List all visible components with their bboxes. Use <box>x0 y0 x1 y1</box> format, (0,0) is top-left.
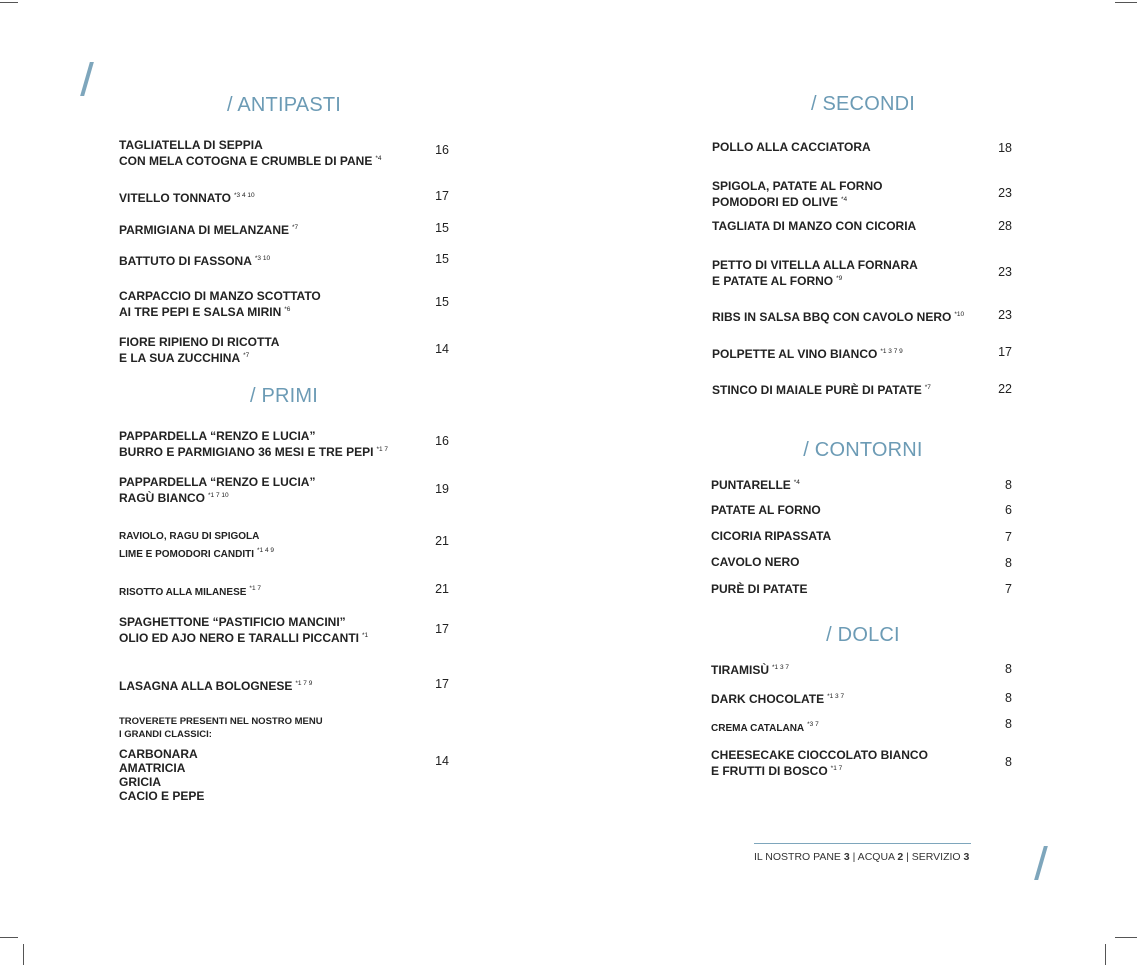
secondi-title: / SECONDI <box>810 93 916 115</box>
contorni-title: / CONTORNI <box>803 439 923 461</box>
item-price: 16 <box>435 143 449 157</box>
item-price: 17 <box>435 189 449 203</box>
crop-mark <box>1115 937 1137 938</box>
item-price: 22 <box>998 382 1012 396</box>
crop-mark <box>0 2 18 3</box>
item-price: 6 <box>1005 503 1012 517</box>
item-price: 8 <box>1005 717 1012 731</box>
item-price: 18 <box>998 141 1012 155</box>
item-price: 8 <box>1005 478 1012 492</box>
classici-list <box>119 747 204 803</box>
item-price: 8 <box>1005 755 1012 769</box>
item-price: 17 <box>998 345 1012 359</box>
primi-title: / PRIMI <box>249 385 319 407</box>
menu-item: PETTO DI VITELLA ALLA FORNARA E PATATE AL FORNO $^{*9}$ <box>712 258 918 288</box>
decorative-slash <box>1034 846 1048 880</box>
item-price: 23 <box>998 308 1012 322</box>
item-price: 8 <box>1005 556 1012 570</box>
menu-item: CHEESECAKE CIOCCOLATO BIANCO E FRUTTI DI BOSCO $^{*1 7}$ <box>711 748 928 778</box>
crop-mark <box>23 944 24 965</box>
item-price: 17 <box>435 677 449 691</box>
antipasti-title: / ANTIPASTI <box>226 94 342 116</box>
menu-item: PAPPARDELLA “RENZO E LUCIA” RAGÙ BIANCO $^{*1 7 10}$ <box>119 475 316 505</box>
menu-item: PAPPARDELLA “RENZO E LUCIA” BURRO E PARMIGIANO 36 MESI E TRE PEPI $^{*1 7}$ <box>119 429 389 459</box>
item-price: 15 <box>435 252 449 266</box>
item-price: 21 <box>435 582 449 596</box>
menu-item: CAVOLO NERO <box>711 555 800 569</box>
item-price: 8 <box>1005 662 1012 676</box>
item-price: 7 <box>1005 582 1012 596</box>
list-item: GRICIA <box>119 775 161 789</box>
crop-mark <box>1115 2 1137 3</box>
menu-item: DARK CHOCOLATE $^{*1 3 7}$ <box>711 692 845 706</box>
dolci-title: / DOLCI <box>826 624 900 646</box>
footer-divider <box>754 843 971 844</box>
decorative-slash <box>80 62 94 96</box>
item-price: 14 <box>435 754 449 768</box>
menu-item: CARPACCIO DI MANZO SCOTTATO AI TRE PEPI E SALSA MIRIN $^{*6}$ <box>119 289 321 319</box>
menu-item: RISOTTO ALLA MILANESE $^{*1 7}$ <box>119 585 261 598</box>
menu-item: CICORIA RIPASSATA <box>711 529 832 543</box>
item-price: 8 <box>1005 691 1012 705</box>
menu-item: POLLO ALLA CACCIATORA <box>712 140 871 154</box>
menu-item: PATATE AL FORNO <box>711 503 821 517</box>
item-price: 16 <box>435 434 449 448</box>
menu-item: PURÈ DI PATATE <box>711 582 808 596</box>
menu-item: SPIGOLA, PATATE AL FORNO POMODORI ED OLIVE $^{*4}$ <box>712 179 883 209</box>
menu-item: POLPETTE AL VINO BIANCO $^{*1 3 7 9}$ <box>712 347 903 361</box>
item-price: 19 <box>435 482 449 496</box>
item-price: 28 <box>998 219 1012 233</box>
item-price: 21 <box>435 534 449 548</box>
classici-intro: TROVERETE PRESENTI NEL NOSTRO MENU I GRANDI CLASSICI: <box>119 716 323 740</box>
item-price: 23 <box>998 265 1012 279</box>
list-item: CARBONARA <box>119 747 198 761</box>
menu-item: PUNTARELLE $^{*4}$ <box>711 478 800 492</box>
menu-item: VITELLO TONNATO $^{*3 4 10}$ <box>119 191 255 205</box>
menu-item: RAVIOLO, RAGU DI SPIGOLA LIME E POMODORI CANDITI $^{*1 4 9}$ <box>119 531 274 560</box>
menu-item: STINCO DI MAIALE PURÈ DI PATATE $^{*7}$ <box>712 383 931 397</box>
crop-mark <box>1105 944 1106 965</box>
menu-item: TAGLIATA DI MANZO CON CICORIA <box>712 219 917 233</box>
footer-info: IL NOSTRO PANE 3 | ACQUA 2 | SERVIZIO 3 <box>754 851 970 863</box>
menu-item: FIORE RIPIENO DI RICOTTA E LA SUA ZUCCHINA $^{*7}$ <box>119 335 280 365</box>
menu-item: RIBS IN SALSA BBQ CON CAVOLO NERO $^{*10}$ <box>712 310 965 324</box>
item-price: 14 <box>435 342 449 356</box>
menu-item: BATTUTO DI FASSONA $^{*3 10}$ <box>119 254 271 268</box>
menu-item: PARMIGIANA DI MELANZANE $^{*7}$ <box>119 223 299 237</box>
menu-item: CREMA CATALANA $^{*3 7}$ <box>711 721 819 734</box>
menu-item: SPAGHETTONE “PASTIFICIO MANCINI” OLIO ED AJO NERO E TARALLI PICCANTI $^{*1}$ <box>119 615 369 645</box>
item-price: 17 <box>435 622 449 636</box>
menu-item: TAGLIATELLA DI SEPPIA CON MELA COTOGNA E CRUMBLE DI PANE $^{*4}$ <box>119 138 382 168</box>
item-price: 23 <box>998 186 1012 200</box>
item-price: 7 <box>1005 530 1012 544</box>
item-price: 15 <box>435 295 449 309</box>
list-item: AMATRICIA <box>119 761 186 775</box>
menu-item: TIRAMISÙ $^{*1 3 7}$ <box>711 663 789 677</box>
list-item: CACIO E PEPE <box>119 789 205 803</box>
item-price: 15 <box>435 221 449 235</box>
menu-item: LASAGNA ALLA BOLOGNESE $^{*1 7 9}$ <box>119 679 313 693</box>
crop-mark <box>0 937 18 938</box>
